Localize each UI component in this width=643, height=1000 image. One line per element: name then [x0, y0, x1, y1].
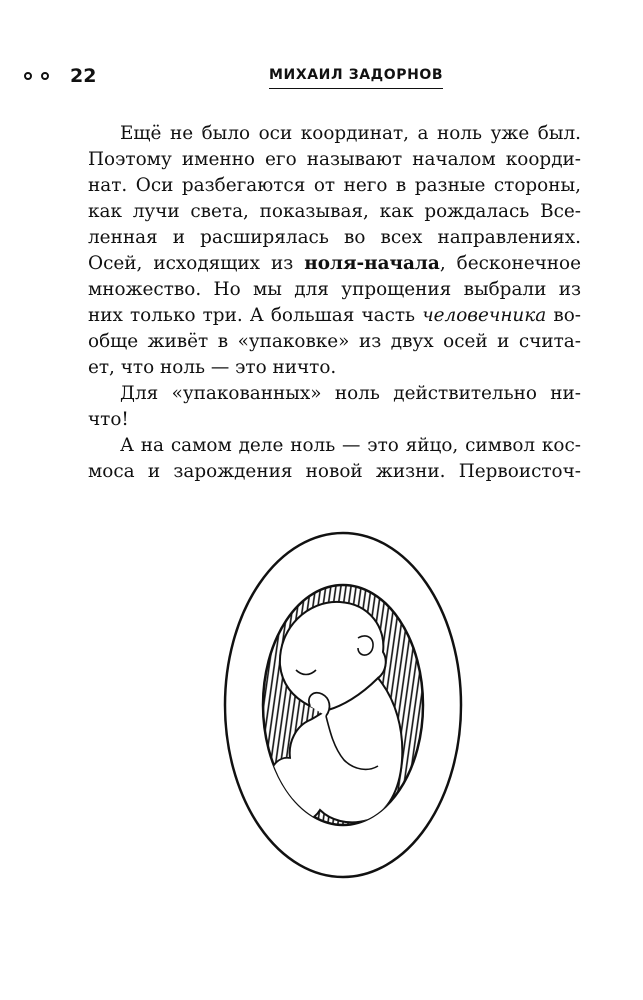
text-line: них только три. А большая часть человечника во- [88, 305, 581, 326]
text-line: Поэтому именно его называют началом коорди- [88, 149, 581, 170]
text-line: А на самом деле ноль — это яйцо, символ кос- [120, 435, 581, 456]
text-line: обще живёт в «упаковке» из двух осей и счита- [88, 331, 581, 352]
text-line: ленная и расширялась во всех направлениях. [88, 227, 581, 248]
text-line: нат. Оси разбегаются от него в разные стороны, [88, 175, 581, 196]
dot-icon [24, 72, 32, 80]
text-line: Ещё не было оси координат, а ноль уже был. [120, 123, 581, 144]
text-line: ет, что ноль — это ничто. [88, 357, 337, 378]
text-line: моса и зарождения новой жизни. Первоисточ- [88, 461, 581, 482]
dot-icon [41, 72, 49, 80]
text-line: множество. Но мы для упрощения выбрали из [88, 279, 581, 300]
page-number: 22 [70, 65, 97, 87]
italic-term: человечника [422, 305, 547, 326]
fetus-in-egg-illustration [218, 520, 468, 900]
ornament-dots [24, 72, 49, 80]
body-text [88, 121, 581, 485]
text-line: как лучи света, показывая, как рождалась Все- [88, 201, 581, 222]
page-header [24, 64, 618, 94]
text-line: Для «упакованных» ноль действительно ни- [120, 383, 581, 404]
text-line: Осей, исходящих из ноля-начала, бесконечное [88, 253, 581, 274]
running-head: МИХАИЛ ЗАДОРНОВ [269, 66, 443, 89]
bold-term: ноля-начала [304, 253, 440, 274]
text-line: что! [88, 409, 129, 430]
